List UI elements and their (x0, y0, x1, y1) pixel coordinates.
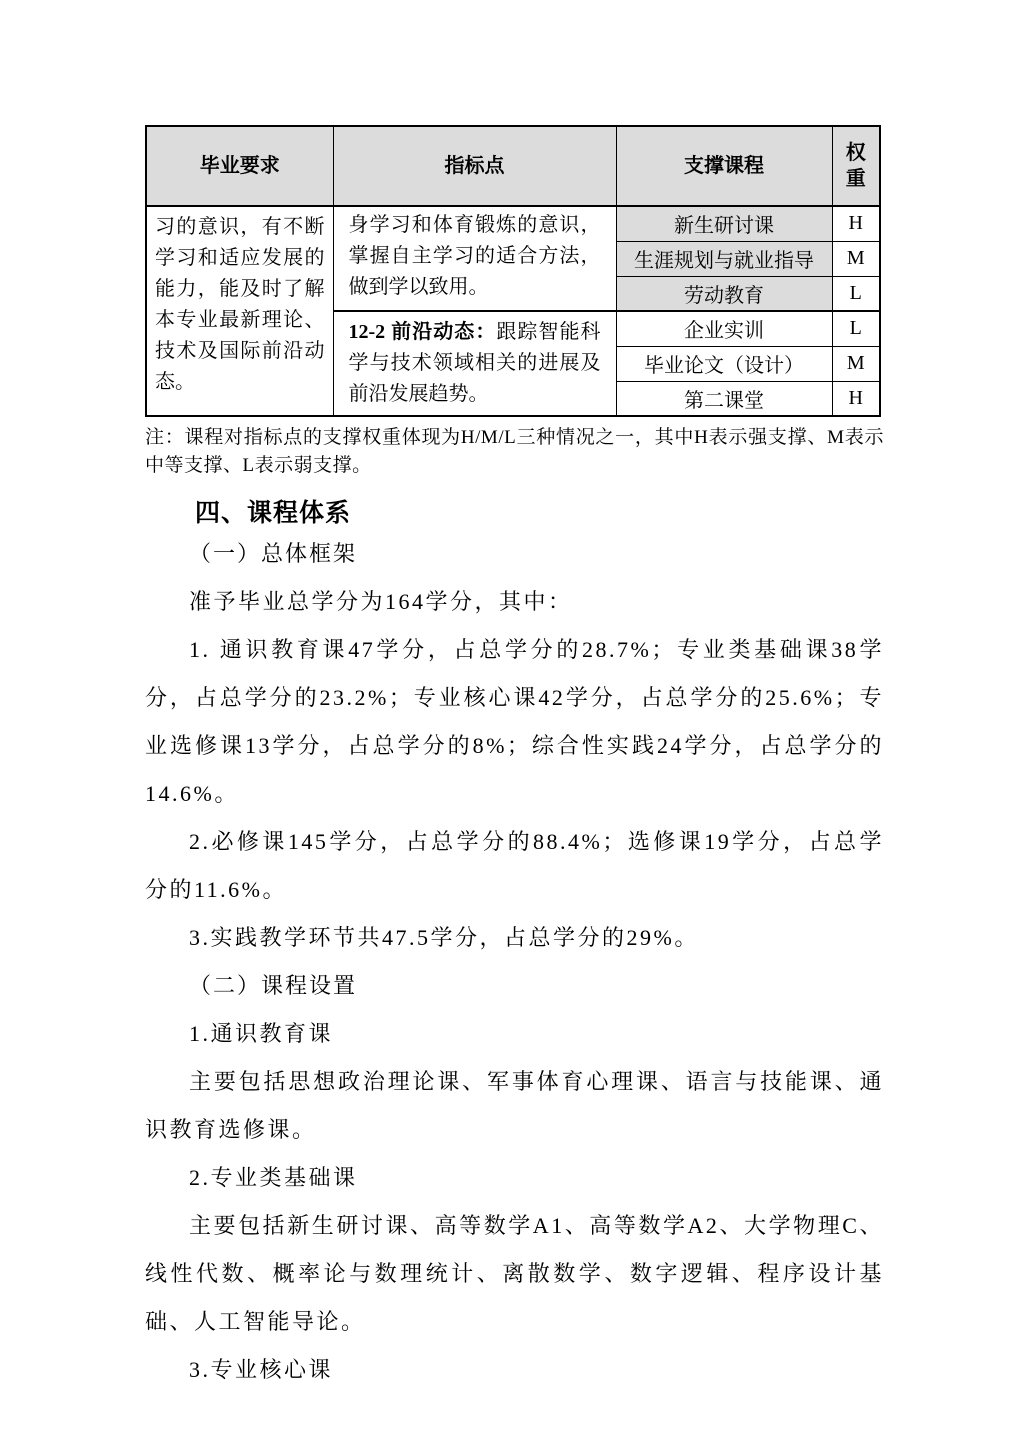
header-weight: 权重 (832, 126, 880, 206)
paragraph-total-credits: 准予毕业总学分为164学分，其中： (189, 589, 573, 614)
course-category-2-title: 2.专业类基础课 (189, 1165, 358, 1190)
paragraph-required-elective: 2.必修课145学分，占总学分的88.4%；选修课19学分，占总学分的11.6%。 (145, 829, 884, 902)
course-cell: 生涯规划与就业指导 (616, 241, 832, 276)
table-note: 注：课程对指标点的支撑权重体现为H/M/L三种情况之一，其中H表示强支撑、M表示中等支撑、L表示弱支撑。 (145, 427, 884, 476)
indicator-point-cell-2 (333, 311, 616, 416)
weight-cell: H (832, 206, 880, 241)
paragraph-credit-breakdown: 1. 通识教育课47学分，占总学分的28.7%；专业类基础课38学分，占总学分的23.2%；专业核心课42学分，占总学分的25.6%；专业选修课13学分，占总学分的8%；综合性实践24学分，占总学分的14.6%。 (145, 637, 884, 806)
indicator-text: 跟踪智能科学与技术领域相关的进展及前沿发展趋势。 (348, 321, 601, 405)
course-cell: 企业实训 (616, 311, 832, 346)
course-cell: 第二课堂 (616, 381, 832, 416)
weight-cell: L (832, 311, 880, 346)
course-category-1-title: 1.通识教育课 (189, 1021, 334, 1046)
course-cell: 新生研讨课 (616, 206, 832, 241)
weight-cell: L (832, 276, 880, 311)
graduation-requirement-cell: 习的意识，有不断学习和适应发展的能力，能及时了解本专业最新理论、技术及国际前沿动态。 (146, 206, 333, 416)
course-category-1-text: 主要包括思想政治理论课、军事体育心理课、语言与技能课、通识教育选修课。 (145, 1069, 884, 1142)
header-graduation-requirement: 毕业要求 (146, 126, 333, 206)
course-cell: 毕业论文（设计） (616, 346, 832, 381)
indicator-point-cell-1: 身学习和体育锻炼的意识，掌握自主学习的适合方法，做到学以致用。 (333, 206, 616, 311)
course-category-2-text: 主要包括新生研讨课、高等数学A1、高等数学A2、大学物理C、线性代数、概率论与数理统计、离散数学、数字逻辑、程序设计基础、人工智能导论。 (145, 1213, 884, 1334)
table-header-row (146, 126, 880, 206)
section-heading: 四、课程体系 (195, 499, 352, 527)
weight-cell: M (832, 241, 880, 276)
subsection-heading-1: （一）总体框架 (189, 541, 358, 566)
weight-cell: H (832, 381, 880, 416)
table-row (146, 206, 880, 241)
paragraph-practice-credits: 3.实践教学环节共47.5学分，占总学分的29%。 (189, 925, 699, 950)
support-matrix-table (145, 125, 881, 417)
subsection-heading-2: （二）课程设置 (189, 973, 358, 998)
indicator-label: 12-2 前沿动态： (348, 321, 497, 343)
course-category-3-title: 3.专业核心课 (189, 1357, 334, 1382)
course-cell: 劳动教育 (616, 276, 832, 311)
header-indicator-point: 指标点 (333, 126, 616, 206)
header-supporting-course: 支撑课程 (616, 126, 832, 206)
weight-cell: M (832, 346, 880, 381)
